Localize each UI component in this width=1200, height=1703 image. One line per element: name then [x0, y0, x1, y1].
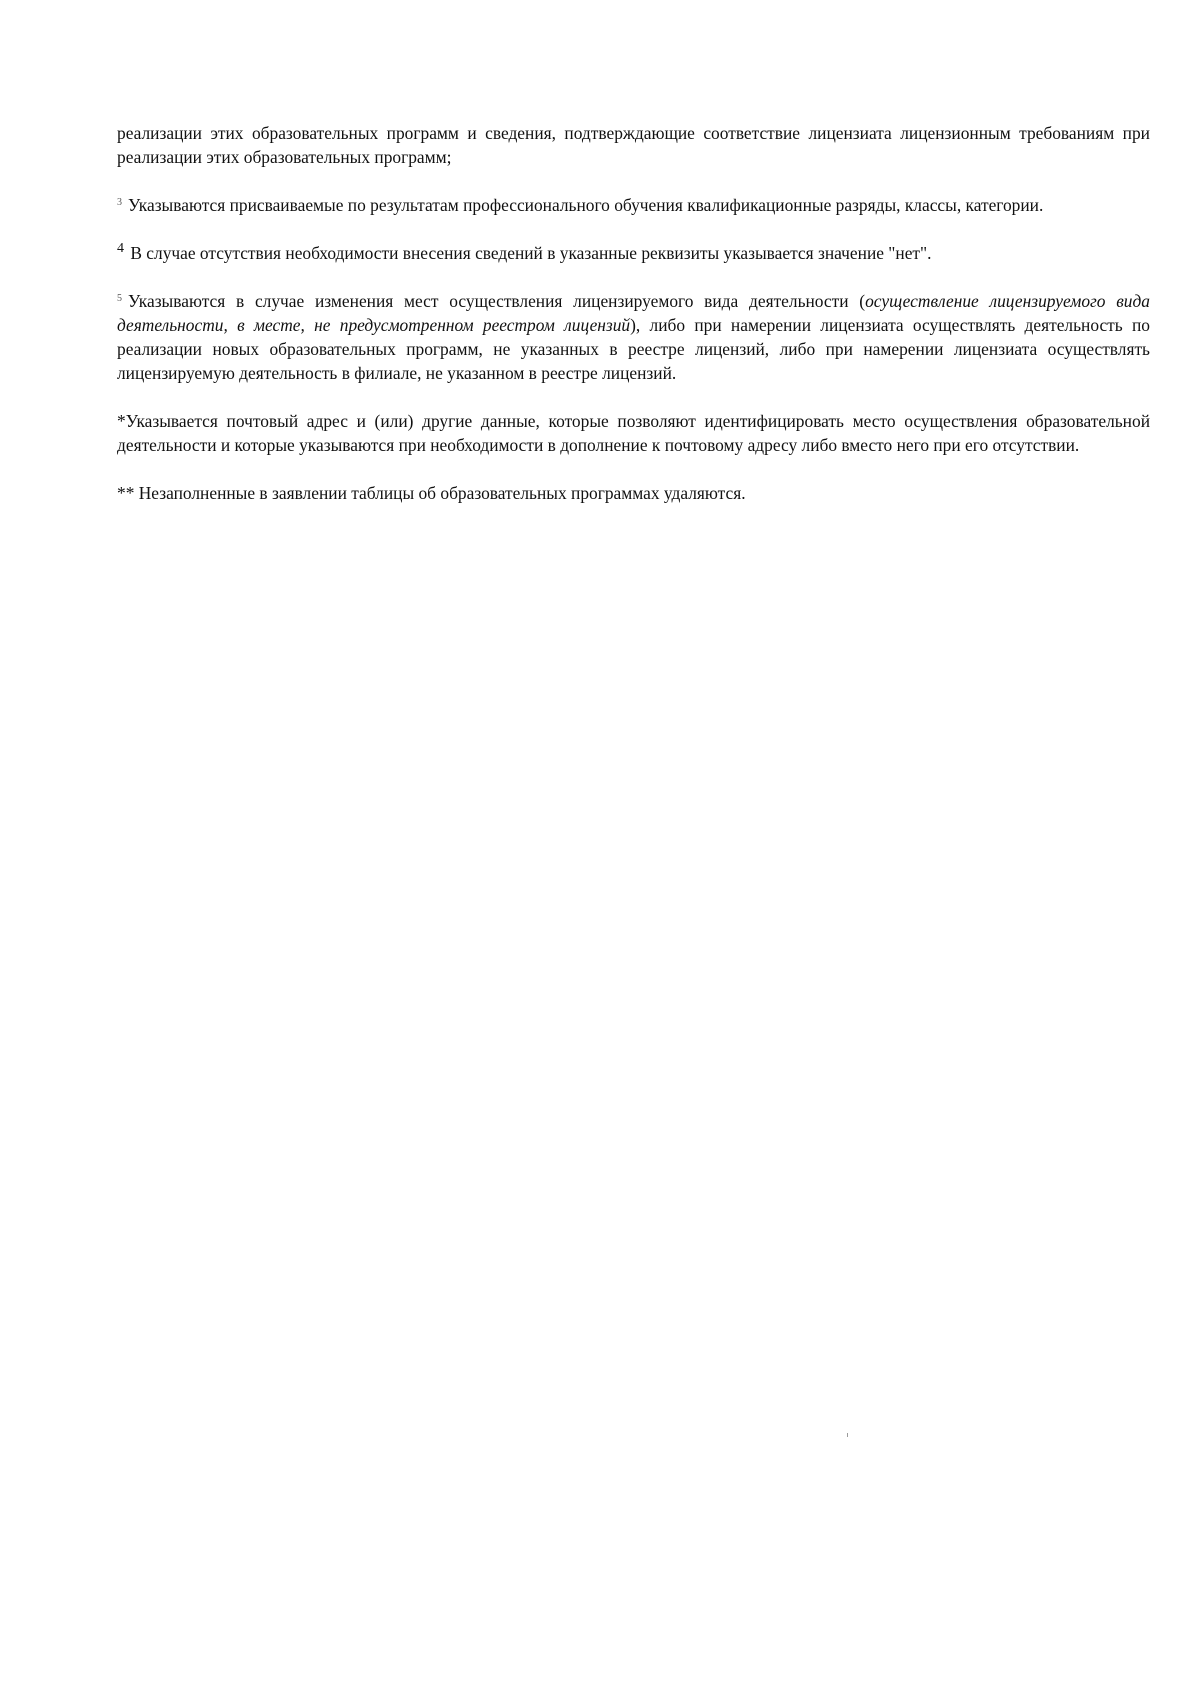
note-text: *Указывается почтовый адрес и (или) другие данные, которые позволяют идентифицировать место осуществления образовательной деятельности и которые указываются при необходимости в дополнение к почтовому адресу либо вместо него при его отсутствии.: [117, 411, 1150, 455]
footnote-text-after: ), либо при намерении лицензиата осуществлять деятельность по реализации новых образовательных программ, не указанных в реестре лицензий, либо при намерении лицензиата осуществлять лицензируемую деятельность в филиале, не указанном в реестре лицензий.: [117, 315, 1150, 383]
footnote-text: Указываются присваиваемые по результатам профессионального обучения квалификационные разряды, классы, категории.: [128, 195, 1044, 215]
footnote-text: В случае отсутствия необходимости внесения сведений в указанные реквизиты указывается значение "нет".: [130, 243, 932, 263]
scan-speck: [847, 1433, 848, 1437]
footnote-text-italic: осуществление лицензируемого вида деятельности, в месте, не предусмотренном реестром лицензий: [117, 291, 1150, 335]
footnote-marker: 3: [117, 197, 122, 208]
footnote-5: [117, 289, 1150, 385]
note-single-asterisk: [117, 409, 1150, 457]
note-text: ** Незаполненные в заявлении таблицы об образовательных программах удаляются.: [117, 483, 746, 503]
footnote-4: [117, 241, 1150, 265]
footnote-marker: 5: [117, 293, 122, 304]
document-page: [117, 121, 1150, 529]
paragraph-text: реализации этих образовательных программ и сведения, подтверждающие соответствие лицензиата лицензионным требованиям при реализации этих образовательных программ;: [117, 123, 1150, 167]
footnote-text-before: Указываются в случае изменения мест осуществления лицензируемого вида деятельности (: [128, 291, 866, 311]
note-double-asterisk: [117, 481, 1150, 505]
paragraph-continuation: [117, 121, 1150, 169]
footnote-marker: 4: [117, 241, 124, 256]
footnote-3: [117, 193, 1150, 217]
